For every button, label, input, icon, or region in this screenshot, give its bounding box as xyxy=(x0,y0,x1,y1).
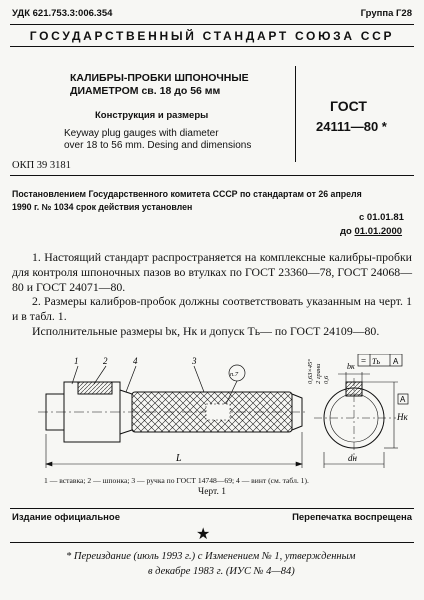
okp-code: ОКП 39 3181 xyxy=(12,160,71,171)
reprint-prohibited: Перепечатка воспрещена xyxy=(292,512,412,523)
star-icon: ★ xyxy=(196,526,211,543)
frame-datum: A xyxy=(393,357,399,366)
technical-drawing xyxy=(8,354,416,474)
callout-2: 2 xyxy=(103,356,108,366)
paragraph-1: 1. Настоящий стандарт распространяется на комплексные калибры-пробки для контроля шпоночных пазов во втулках по ГОСТ 23360—78, ГОСТ 24068—80 и ГОСТ 24071—80. xyxy=(12,250,412,294)
footer-rule xyxy=(10,508,414,509)
note-roughness: 0,6 xyxy=(323,375,330,384)
title-line-2: ДИАМЕТРОМ св. 18 до 56 мм xyxy=(70,85,221,97)
callout-1: 1 xyxy=(74,356,79,366)
title-line-1: КАЛИБРЫ-ПРОБКИ ШПОНОЧНЫЕ xyxy=(70,72,249,84)
paragraph-3: Исполнительные размеры bк, Hк и допуск Tь— по ГОСТ 24109—80. xyxy=(32,324,380,338)
valid-to-prefix: до xyxy=(340,226,352,237)
gauge-end-view xyxy=(314,378,396,458)
note-faces: 2 грани xyxy=(315,363,322,384)
callout-4: 4 xyxy=(133,356,138,366)
subtitle: Конструкция и размеры xyxy=(95,110,209,121)
reissue-note-1: * Переиздание (июль 1993 г.) с Изменением № 1, утвержденным xyxy=(66,551,356,562)
valid-to-date: 01.01.2000 xyxy=(354,226,403,237)
title-divider xyxy=(295,66,296,162)
udk-code: УДК 621.753.3:006.354 xyxy=(12,8,113,19)
gauge-side-view xyxy=(38,382,308,442)
length-dimension xyxy=(46,432,302,468)
dim-width-label: dн xyxy=(348,453,357,463)
cap-label: п.7 xyxy=(230,371,239,378)
valid-from: с 01.01.81 xyxy=(359,212,404,223)
dim-height-label: Hк xyxy=(397,412,408,422)
header-rule-top xyxy=(10,24,414,25)
english-title-2: over 18 to 56 mm. Desing and dimensions xyxy=(64,140,252,151)
reissue-note-2: в декабре 1983 г. (ИУС № 4—84) xyxy=(148,566,295,577)
note-chamfer: 0,63×45° xyxy=(307,359,314,384)
paragraph-2: 2. Размеры калибров-пробок должны соответствовать указанным на черт. 1 и в табл. 1. xyxy=(12,294,412,323)
frame-symbol: = xyxy=(361,356,367,366)
gost-number: 24111—80 * xyxy=(316,119,387,134)
group-code: Группа Г28 xyxy=(360,8,412,19)
state-standard-banner: ГОСУДАРСТВЕННЫЙ СТАНДАРТ СОЮЗА ССР xyxy=(29,29,395,43)
okp-rule xyxy=(10,175,414,176)
dim-length-label: L xyxy=(176,453,182,464)
english-title-1: Keyway plug gauges with diameter xyxy=(64,128,219,139)
decree-line-2: 1990 г. № 1034 срок действия установлен xyxy=(12,202,193,212)
footnote-rule xyxy=(10,542,414,543)
valid-to xyxy=(340,226,402,237)
datum-label: A xyxy=(400,395,406,404)
callout-3: 3 xyxy=(192,356,197,366)
decree-line-1: Постановлением Государственного комитета СССР по стандартам от 26 апреля xyxy=(12,189,362,199)
drawing-legend: 1 — вставка; 2 — шпонка; 3 — ручка по ГОСТ 14748—69; 4 — винт (см. табл. 1). xyxy=(44,476,309,485)
dim-slot-label: bк xyxy=(347,362,355,371)
gost-label: ГОСТ xyxy=(330,98,367,114)
header-rule-bottom xyxy=(10,46,414,47)
official-edition: Издание официальное xyxy=(12,512,120,523)
frame-value: Tь xyxy=(372,357,381,366)
figure-label: Черт. 1 xyxy=(198,487,226,497)
